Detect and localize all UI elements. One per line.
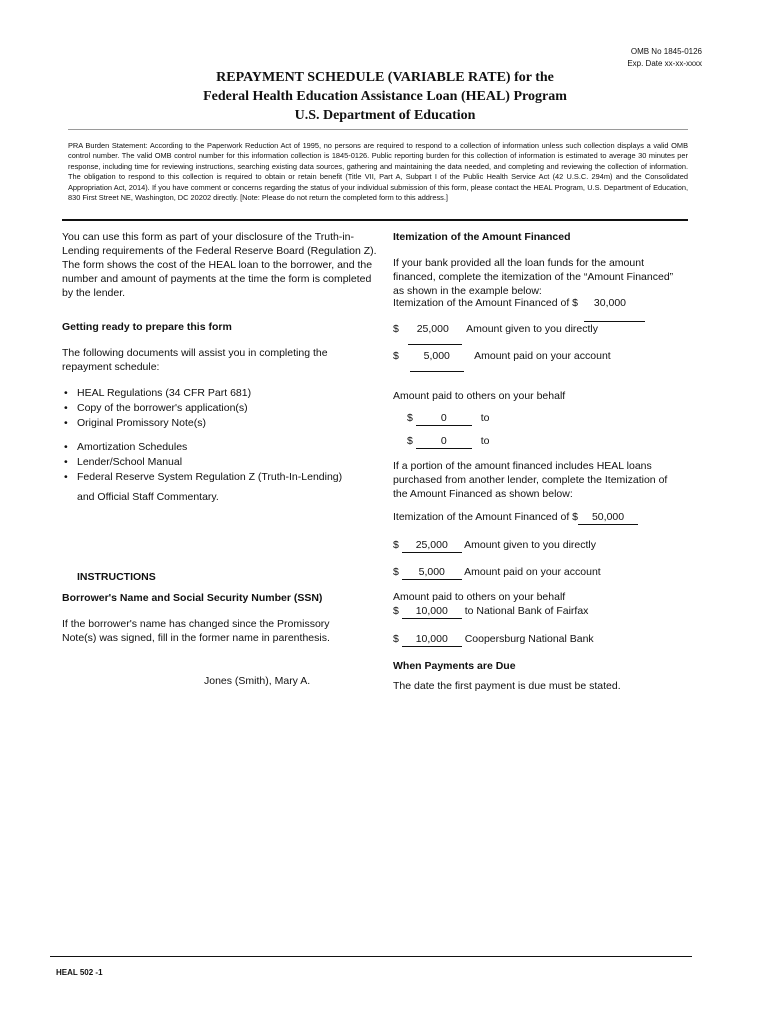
- example2-given-amount: 25,000: [402, 538, 462, 553]
- example1-given-amount: [402, 322, 464, 336]
- omb-number: OMB No 1845-0126: [630, 47, 702, 56]
- list-item: • Copy of the borrower's application(s): [62, 401, 382, 416]
- omb-block: [627, 46, 702, 70]
- dollar-sign: $: [393, 633, 399, 645]
- when-due-text: The date the first payment is due must be stated.: [393, 680, 621, 692]
- amount-value: 25,000: [416, 323, 449, 335]
- amount-value: 5,000: [423, 350, 450, 362]
- dollar-sign: $: [393, 566, 399, 578]
- title-line-2: Federal Health Education Assistance Loan (HEAL) Program: [203, 89, 567, 104]
- amount-underline: [408, 344, 462, 345]
- getting-ready-heading: Getting ready to prepare this form: [62, 321, 232, 333]
- others-row-1: [407, 411, 489, 426]
- list-item: • Lender/School Manual: [62, 455, 382, 470]
- instructions-heading: INSTRUCTIONS: [77, 571, 156, 583]
- others-amount-2: 0: [416, 434, 472, 449]
- others2-payee-2: Coopersburg National Bank: [464, 633, 594, 645]
- others-amount-1: 0: [416, 411, 472, 426]
- dollar-sign: $: [393, 605, 399, 617]
- dollar-sign: $: [393, 539, 399, 551]
- example2-given-label: Amount given to you directly: [464, 539, 597, 551]
- header-divider: [68, 129, 688, 130]
- dollar-sign: $: [393, 323, 399, 335]
- list-item: • HEAL Regulations (34 CFR Part 681): [62, 386, 382, 401]
- others2-amount-2: 10,000: [402, 632, 462, 647]
- list-item: • Federal Reserve System Regulation Z (Truth-In-Lending): [62, 470, 382, 485]
- example1-paid-row: [393, 349, 611, 363]
- others2-payee-1: to National Bank of Fairfax: [464, 605, 589, 617]
- itemization-heading: Itemization of the Amount Financed: [393, 231, 571, 243]
- itemization-line: [393, 296, 639, 310]
- itemization-amount-value: 30,000: [593, 297, 627, 309]
- title-line-3: U.S. Department of Education: [294, 108, 476, 123]
- itemization-amount: [581, 296, 639, 310]
- dollar-sign: $: [393, 350, 399, 362]
- itemization2-label: Itemization of the Amount Financed of $: [393, 511, 579, 523]
- itemization-label: Itemization of the Amount Financed of $: [393, 297, 579, 309]
- example1-paid-label: Amount paid on your account: [474, 350, 611, 362]
- example-borrower-name: Jones (Smith), Mary A.: [204, 675, 311, 687]
- document-title: [0, 68, 770, 125]
- list-item: • Original Promissory Note(s): [62, 416, 382, 431]
- documents-paragraph: The following documents will assist you in completing the repayment schedule:: [62, 347, 328, 373]
- when-due-heading: When Payments are Due: [393, 660, 516, 672]
- example2-given-row: [393, 538, 596, 553]
- documents-list-2: [62, 440, 382, 485]
- others-label: Amount paid to others on your behalf: [393, 390, 566, 402]
- list-item: • Amortization Schedules: [62, 440, 382, 455]
- documents-list-continuation: and Official Staff Commentary.: [77, 491, 219, 503]
- form-id: HEAL 502 -1: [56, 968, 103, 977]
- example2-paid-label: Amount paid on your account: [464, 566, 601, 578]
- expiration-date: Exp. Date xx-xx-xxxx: [627, 59, 702, 68]
- intro-paragraph: You can use this form as part of your disclosure of the Truth-in-Lending requirements of the Federal Reserve Board (Regulation Z). The form shows the cost of the HEAL loan to the borrower, and the number and amount of payments at the time the form is completed by the lender.: [62, 231, 377, 299]
- footer-divider: [50, 956, 692, 957]
- others2-amount-1: 10,000: [402, 604, 462, 619]
- portion-paragraph: If a portion of the amount financed includes HEAL loans purchased from another lender, complete the Itemization of the Amount Financed as shown below:: [393, 460, 668, 500]
- amount-underline: [410, 371, 464, 372]
- itemization2-amount: 50,000: [578, 510, 638, 525]
- example1-given-label: Amount given to you directly: [466, 323, 599, 335]
- documents-list-1: [62, 386, 382, 431]
- dollar-sign: $: [407, 435, 413, 447]
- others2-row-2: [393, 632, 594, 647]
- title-line-1: REPAYMENT SCHEDULE (VARIABLE RATE) for the: [216, 70, 554, 85]
- example1-given-row: [393, 322, 598, 336]
- example2-paid-amount: 5,000: [402, 565, 462, 580]
- others2-row-1: [393, 604, 588, 619]
- others2-label: Amount paid to others on your behalf: [393, 591, 566, 603]
- name-change-paragraph: If the borrower's name has changed since the Promissory Note(s) was signed, fill in the former name in parenthesis.: [62, 618, 330, 644]
- itemization-intro: If your bank provided all the loan funds for the amount financed, complete the itemization of the “Amount Financed” as shown in the example below:: [393, 257, 674, 297]
- dollar-sign: $: [407, 412, 413, 424]
- pra-burden-statement: PRA Burden Statement: According to the Paperwork Reduction Act of 1995, no persons are required to respond to a collection of information unless such collection displays a valid OMB control number. The valid OMB control number for this information collection is 1845-0126. Public reporting burden for this collection of information is estimated to average 30 minutes per response, including time for reviewing instructions, searching existing data sources, gathering and maintaining the data needed, and completing and reviewing the collection of information. The obligation to respond to this collection is required to obtain or retain benefit (Title VII, Part A, Subpart I of the Public Health Service Act (42 U.S.C. 294m) and the Consolidated Appropriation Act, 2014). If you have comment or concerns regarding the status of your individual submission of this form, please contact the HEAL Program, U.S. Department of Education, 830 First Street NE, Washington, DC 20202 directly. [Note: Please do not return the completed form to this address.]: [68, 141, 688, 203]
- pra-divider: [62, 219, 688, 221]
- example1-paid-amount: [402, 349, 472, 363]
- to-label: to: [480, 435, 490, 447]
- borrower-name-heading: Borrower's Name and Social Security Number (SSN): [62, 592, 323, 604]
- to-label: to: [480, 412, 490, 424]
- others-row-2: [407, 434, 489, 449]
- itemization2-line: [393, 510, 638, 525]
- example2-paid-row: [393, 565, 601, 580]
